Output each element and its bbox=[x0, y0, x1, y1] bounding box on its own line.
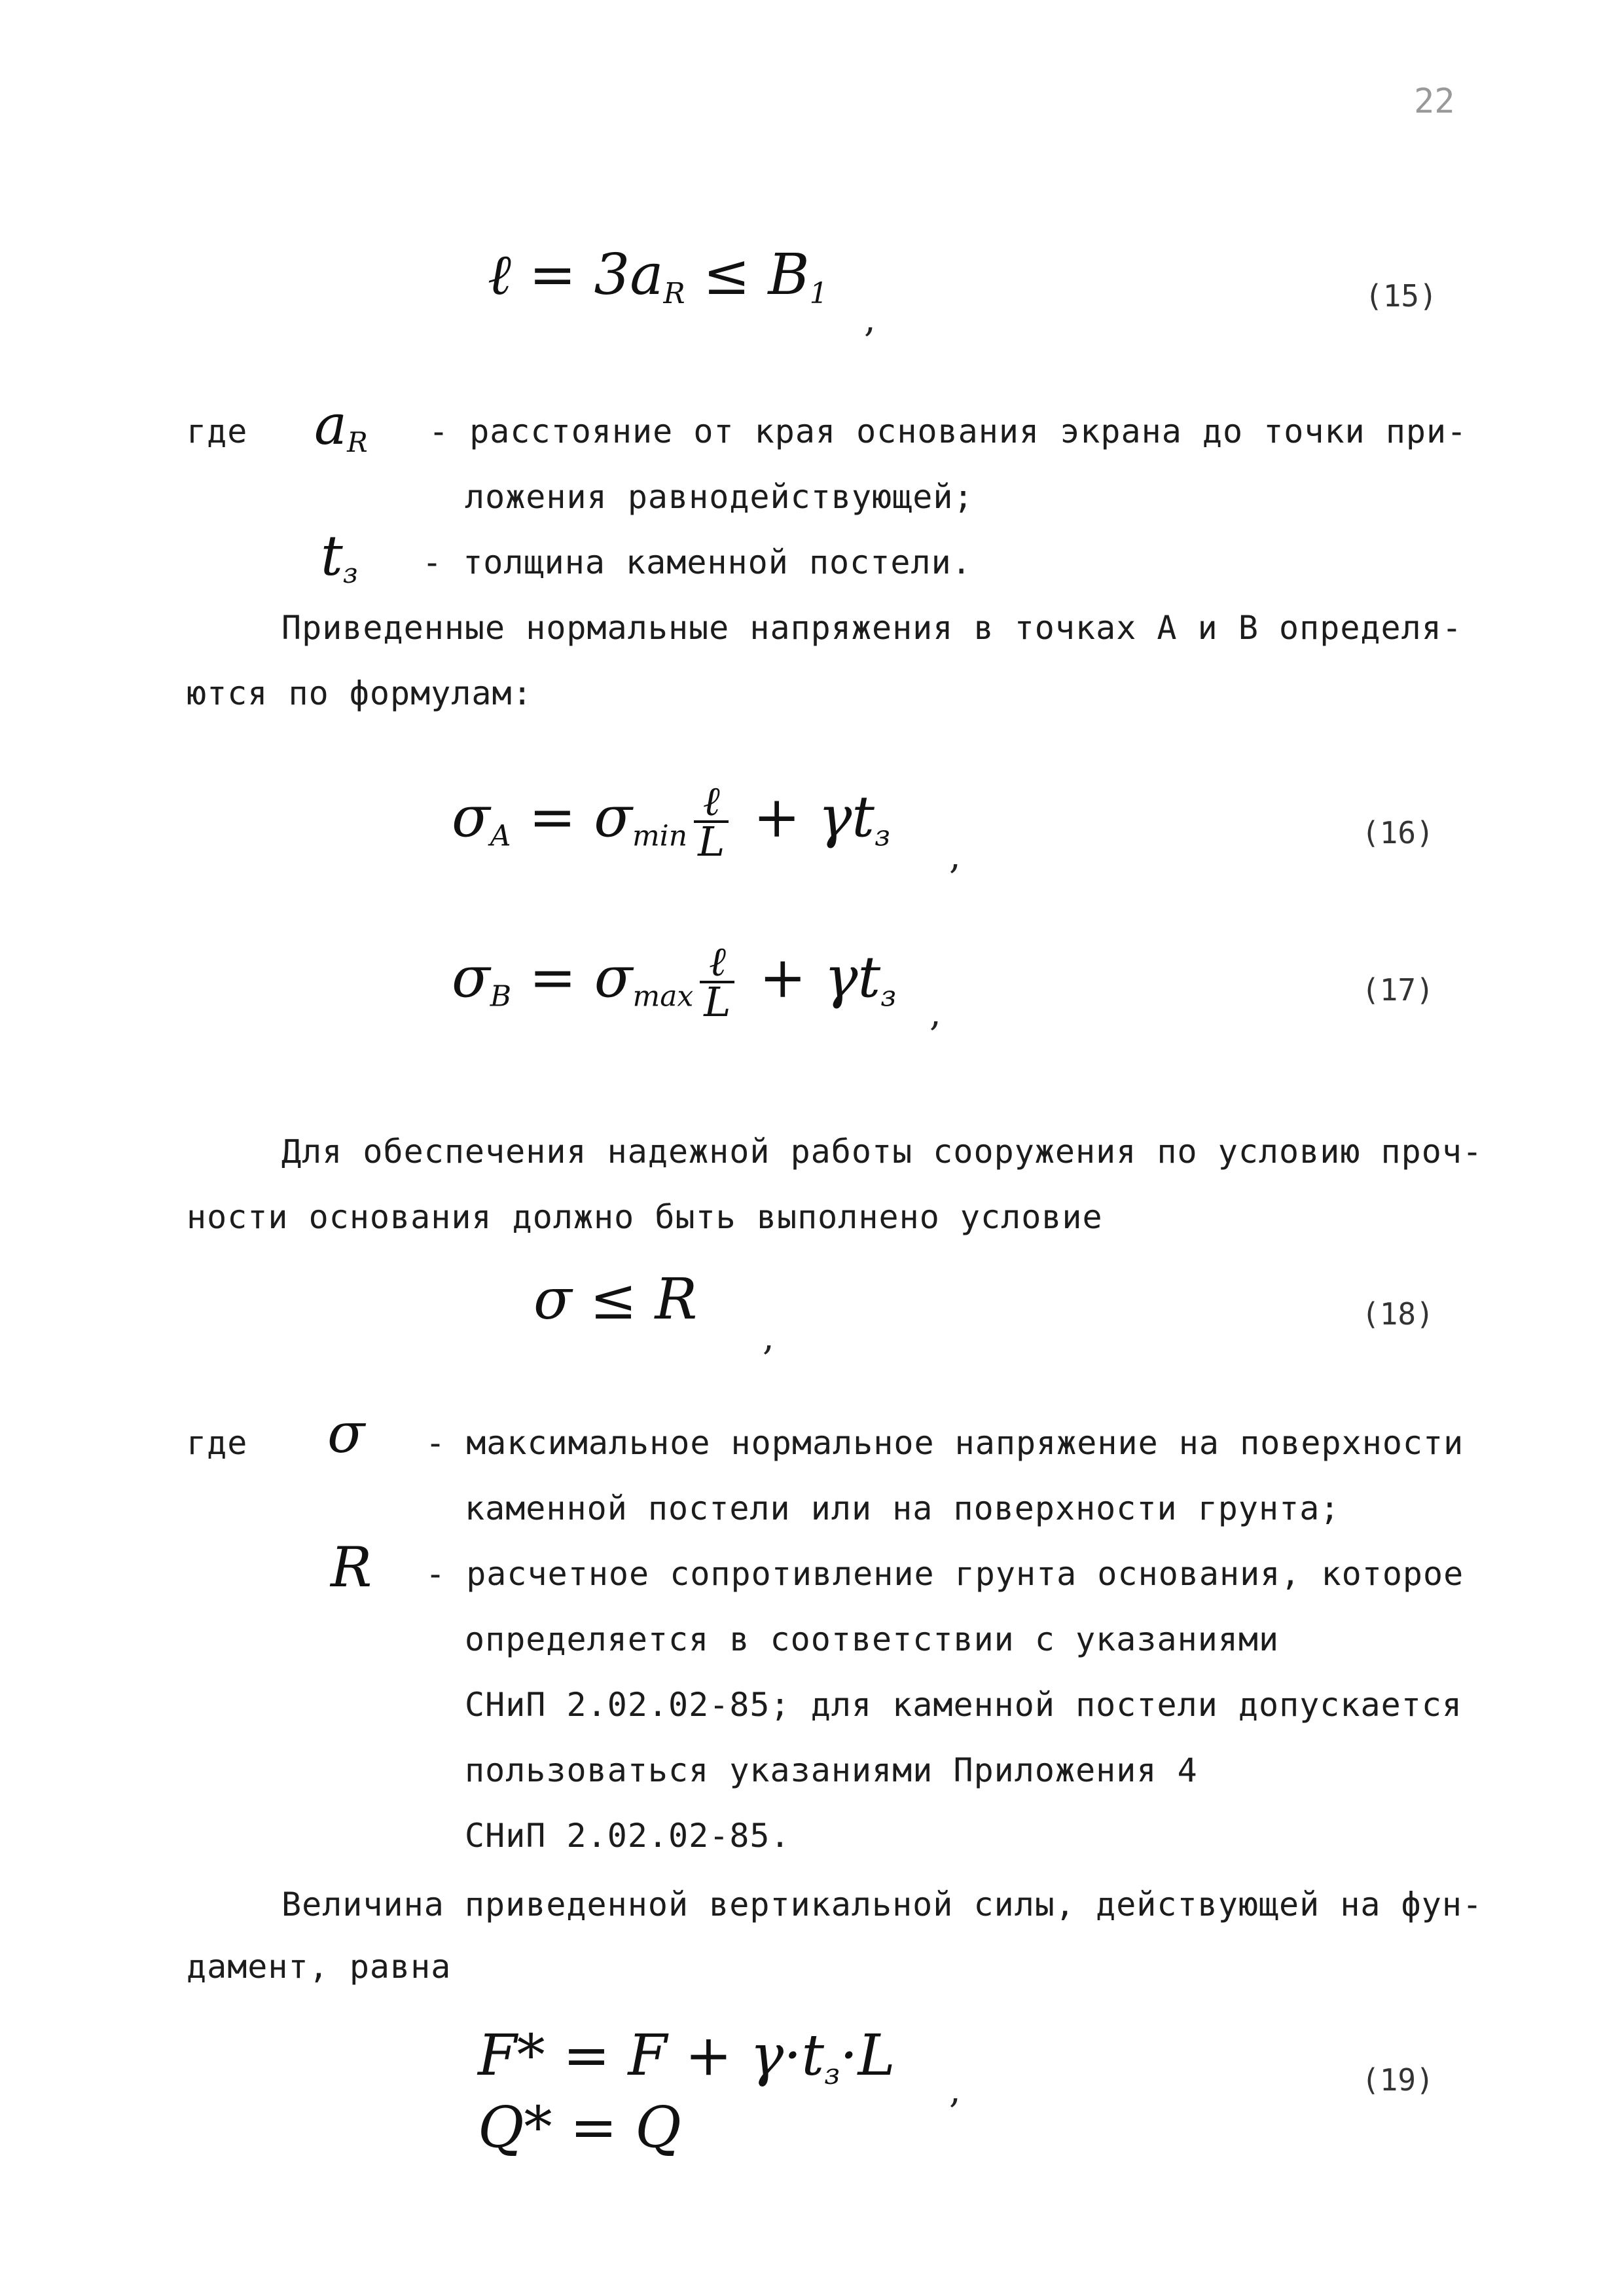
eq17-number: (17) bbox=[1362, 972, 1434, 1008]
para3-line2: дамент, равна bbox=[187, 1948, 452, 1986]
symbol-sigma: σ bbox=[327, 1401, 365, 1465]
symbol-r: R bbox=[331, 1535, 372, 1599]
where-label-1: где bbox=[187, 412, 248, 450]
def-r-line1: - расчетное сопротивление грунта основания, которое bbox=[425, 1555, 1464, 1593]
eq15-number: (15) bbox=[1365, 278, 1437, 314]
eq17-fraction: $\frac{\text{ℓ}}{L}$ bbox=[700, 943, 734, 1021]
eq19-comma: , bbox=[949, 2069, 961, 2111]
symbol-t3: $t_з$ bbox=[321, 524, 358, 589]
eq16-number: (16) bbox=[1362, 815, 1434, 850]
def-r-line2: определяется в соответствии с указаниями bbox=[465, 1620, 1280, 1658]
eq18-comma: , bbox=[763, 1316, 774, 1358]
def-sigma-line1: - максимальное нормальное напряжение на поверхности bbox=[425, 1424, 1464, 1462]
def-r-line4: пользоваться указаниями Приложения 4 bbox=[465, 1751, 1198, 1789]
def-a-line2: ложения равнодействующей; bbox=[465, 478, 974, 516]
equation-19-line1: $F* = F + \gamma\cdot t_з\cdot L$ bbox=[478, 2023, 895, 2091]
eq15-formula: ℓ = 3a bbox=[488, 242, 664, 308]
def-sigma-line2: каменной постели или на поверхности грунта; bbox=[465, 1489, 1341, 1527]
eq15-sub-r: R bbox=[663, 277, 685, 310]
def-a-line1: - расстояние от края основания экрана до точки при- bbox=[429, 412, 1468, 450]
para3-line1: Величина приведенной вертикальной силы, действующей на фун- bbox=[281, 1886, 1483, 1923]
equation-18: σ ≤ R bbox=[533, 1267, 698, 1332]
page-number: 22 bbox=[1414, 82, 1455, 121]
para1-line1: Приведенные нормальные напряжения в точках А и В определя- bbox=[281, 609, 1462, 647]
equation-17: $\sigma_B = \sigma_{max}$ $\frac{\text{ℓ}}{L}$ + $\gamma t_з$ bbox=[452, 938, 897, 1026]
eq16-fraction: $\frac{\text{ℓ}}{L}$ bbox=[694, 782, 729, 861]
eq19-number: (19) bbox=[1362, 2062, 1434, 2098]
equation-16: $\sigma_A = \sigma_{min}$ $\frac{\text{ℓ}}{L}$ + $\gamma t_з$ bbox=[452, 777, 890, 866]
eq15-rest: ≤ B bbox=[685, 242, 810, 308]
para2-line2: ности основания должно быть выполнено условие bbox=[187, 1198, 1103, 1236]
eq18-number: (18) bbox=[1362, 1296, 1434, 1332]
eq15-comma: , bbox=[864, 298, 876, 340]
eq16-comma: , bbox=[949, 835, 961, 877]
where-label-2: где bbox=[187, 1424, 248, 1462]
def-r-line3: СНиП 2.02.02-85; для каменной постели допускается bbox=[465, 1686, 1463, 1724]
symbol-a-r: $a_R$ bbox=[314, 393, 368, 458]
equation-19-line2: Q* = Q bbox=[478, 2095, 681, 2160]
def-r-line5: СНиП 2.02.02-85. bbox=[465, 1817, 791, 1855]
para1-line2: ются по формулам: bbox=[187, 674, 533, 712]
eq15-sub-1: 1 bbox=[809, 277, 828, 310]
equation-15 bbox=[488, 242, 828, 310]
para2-line1: Для обеспечения надежной работы сооружения по условию проч- bbox=[281, 1133, 1483, 1171]
eq17-comma: , bbox=[929, 992, 941, 1034]
def-t3: - толщина каменной постели. bbox=[422, 543, 972, 581]
